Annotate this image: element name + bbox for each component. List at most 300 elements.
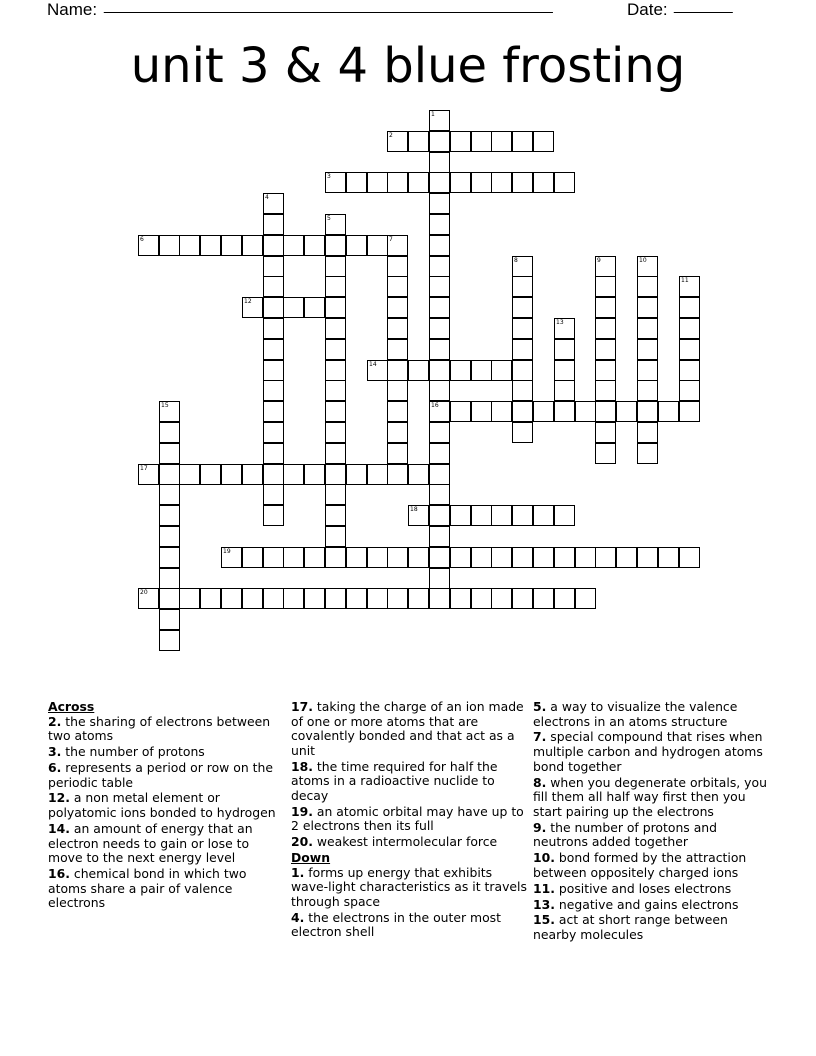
grid-cell[interactable] [325,297,346,318]
grid-cell[interactable] [304,235,325,256]
grid-cell[interactable] [450,172,471,193]
grid-cell[interactable] [554,318,575,339]
grid-cell[interactable] [387,131,408,152]
grid-cell[interactable] [263,547,284,568]
name-label: Name: [47,0,98,19]
grid-cell[interactable] [429,547,450,568]
grid-cell[interactable] [325,464,346,485]
grid-cell[interactable] [138,464,159,485]
grid-cell[interactable] [159,505,180,526]
grid-cell[interactable] [159,526,180,547]
grid-cell[interactable] [512,401,533,422]
grid-cell[interactable] [325,235,346,256]
grid-cell[interactable] [491,505,512,526]
grid-cell[interactable] [554,505,575,526]
grid-cell[interactable] [554,547,575,568]
grid-cell[interactable] [159,588,180,609]
grid-cell[interactable] [679,360,700,381]
grid-cell[interactable] [679,297,700,318]
grid-cell[interactable] [408,588,429,609]
grid-cell[interactable] [616,401,637,422]
grid-cell[interactable] [533,401,554,422]
grid-cell[interactable] [533,588,554,609]
clue-number-label: 20. [291,834,313,850]
grid-cell[interactable] [263,464,284,485]
clue-text: bond formed by the attraction between oppositely charged ions [533,850,747,880]
grid-cell[interactable] [512,360,533,381]
clue-number-label: 7. [533,729,547,745]
grid-cell[interactable] [304,588,325,609]
grid-cell[interactable] [554,401,575,422]
grid-cell[interactable] [679,547,700,568]
clue-text: positive and loses electrons [554,880,732,896]
grid-cell[interactable] [491,360,512,381]
grid-cell[interactable] [637,401,658,422]
clue-number-label: 10. [533,850,555,866]
grid-cell[interactable] [637,297,658,318]
grid-cell[interactable] [491,131,512,152]
grid-cell[interactable] [325,360,346,381]
grid-cell[interactable] [637,443,658,464]
clue-number-label: 19. [291,803,313,819]
grid-cell[interactable] [200,464,221,485]
grid-cell[interactable] [346,547,367,568]
clue-number: 18 [410,506,418,513]
clue-text: an atomic orbital may have up to 2 electrons then its full [291,803,524,834]
clue-number: 16 [431,402,439,409]
grid-cell[interactable] [263,588,284,609]
grid-cell[interactable] [554,172,575,193]
grid-cell[interactable] [263,339,284,360]
grid-cell[interactable] [450,547,471,568]
grid-cell[interactable] [325,422,346,443]
across-clue [48,867,280,911]
down-clue [533,882,773,897]
grid-cell[interactable] [429,443,450,464]
grid-cell[interactable] [304,297,325,318]
clue-number-label: 3. [48,744,62,760]
clue-number-label: 16. [48,866,70,882]
date-line[interactable]: _______ [674,0,733,14]
clue-number-label: 13. [533,896,555,912]
clue-number-label: 5. [533,699,547,714]
grid-cell[interactable] [512,380,533,401]
grid-cell[interactable] [679,276,700,297]
worksheet-header [0,0,816,24]
grid-cell[interactable] [159,422,180,443]
grid-cell[interactable] [325,588,346,609]
grid-cell[interactable] [346,235,367,256]
grid-cell[interactable] [471,172,492,193]
grid-cell[interactable] [429,505,450,526]
grid-cell[interactable] [242,588,263,609]
grid-cell[interactable] [595,401,616,422]
grid-cell[interactable] [533,505,554,526]
date-label: Date: [627,0,668,19]
grid-cell[interactable] [595,380,616,401]
grid-cell[interactable] [429,360,450,381]
grid-cell[interactable] [242,235,263,256]
grid-cell[interactable] [263,256,284,277]
grid-cell[interactable] [679,318,700,339]
grid-cell[interactable] [512,131,533,152]
clue-number: 9 [597,257,601,264]
grid-cell[interactable] [325,484,346,505]
across-clue [48,791,280,820]
grid-cell[interactable] [595,547,616,568]
across-clue [48,761,280,790]
grid-cell[interactable] [325,318,346,339]
grid-cell[interactable] [491,588,512,609]
grid-cell[interactable] [595,360,616,381]
grid-cell[interactable] [221,588,242,609]
grid-cell[interactable] [429,131,450,152]
grid-cell[interactable] [325,172,346,193]
grid-cell[interactable] [429,380,450,401]
clue-column-2 [291,700,527,941]
down-clue [291,911,527,940]
grid-cell[interactable] [512,256,533,277]
grid-cell[interactable] [429,172,450,193]
grid-cell[interactable] [346,172,367,193]
across-column-1 [48,700,280,912]
grid-cell[interactable] [387,380,408,401]
grid-cell[interactable] [450,401,471,422]
clue-text: the electrons in the outer most electron shell [291,909,501,940]
grid-cell[interactable] [471,360,492,381]
grid-cell[interactable] [408,547,429,568]
grid-cell[interactable] [512,339,533,360]
down-clue-list-continued [533,700,773,943]
clue-number: 13 [556,319,564,326]
grid-cell[interactable] [263,484,284,505]
grid-cell[interactable] [283,588,304,609]
grid-cell[interactable] [658,547,679,568]
grid-cell[interactable] [283,547,304,568]
grid-cell[interactable] [387,172,408,193]
puzzle-title: unit 3 & 4 blue frosting [130,38,686,94]
grid-cell[interactable] [512,297,533,318]
grid-cell[interactable] [491,172,512,193]
grid-cell[interactable] [408,172,429,193]
grid-cell[interactable] [325,401,346,422]
grid-cell[interactable] [304,547,325,568]
grid-cell[interactable] [512,588,533,609]
grid-cell[interactable] [159,484,180,505]
grid-cell[interactable] [575,547,596,568]
grid-cell[interactable] [221,235,242,256]
across-clue [48,822,280,866]
grid-cell[interactable] [429,193,450,214]
grid-cell[interactable] [637,360,658,381]
grid-cell[interactable] [512,547,533,568]
grid-cell[interactable] [471,505,492,526]
clue-number-label: 2. [48,713,62,729]
clue-number-label: 11. [533,880,555,896]
clue-text: chemical bond in which two atoms share a pair of valence electrons [48,866,247,911]
clue-text: the time required for half the atoms in a radioactive nuclide to decay [291,758,498,803]
clue-number: 6 [140,236,144,243]
grid-cell[interactable] [179,588,200,609]
clue-number: 14 [369,361,377,368]
grid-cell[interactable] [637,422,658,443]
grid-cell[interactable] [595,297,616,318]
grid-cell[interactable] [325,380,346,401]
down-heading: Down [291,850,331,866]
grid-cell[interactable] [367,172,388,193]
grid-cell[interactable] [533,131,554,152]
across-clue [291,805,527,834]
clue-number: 1 [431,111,435,118]
grid-cell[interactable] [387,235,408,256]
grid-cell[interactable] [387,339,408,360]
across-clue-list [48,715,280,911]
grid-cell[interactable] [263,235,284,256]
name-line[interactable]: ______________________________________________________ [104,0,553,14]
grid-cell[interactable] [263,318,284,339]
grid-cell[interactable] [512,318,533,339]
clue-number: 4 [265,194,269,201]
grid-cell[interactable] [242,464,263,485]
grid-cell[interactable] [387,276,408,297]
grid-cell[interactable] [595,422,616,443]
clue-text: the number of protons and neutrons added together [533,819,717,850]
clue-text: a way to visualize the valence electrons in an atoms structure [533,699,738,729]
grid-cell[interactable] [429,588,450,609]
across-heading: Across [48,699,95,714]
grid-cell[interactable] [637,547,658,568]
grid-cell[interactable] [138,588,159,609]
down-clue [533,913,773,942]
grid-cell[interactable] [679,401,700,422]
grid-cell[interactable] [595,276,616,297]
grid-cell[interactable] [616,547,637,568]
grid-cell[interactable] [200,235,221,256]
grid-cell[interactable] [367,464,388,485]
down-clue [533,821,773,850]
clue-number-label: 1. [291,864,305,880]
clue-number: 12 [244,298,252,305]
grid-cell[interactable] [429,297,450,318]
grid-cell[interactable] [471,131,492,152]
clue-text: act at short range between nearby molecules [533,912,728,942]
grid-cell[interactable] [554,339,575,360]
grid-cell[interactable] [450,360,471,381]
grid-cell[interactable] [637,276,658,297]
grid-cell[interactable] [387,318,408,339]
grid-cell[interactable] [325,526,346,547]
grid-cell[interactable] [263,380,284,401]
grid-cell[interactable] [450,131,471,152]
grid-cell[interactable] [429,526,450,547]
grid-cell[interactable] [595,256,616,277]
clue-number-label: 17. [291,699,313,714]
down-clue [533,730,773,774]
grid-cell[interactable] [325,256,346,277]
grid-cell[interactable] [533,547,554,568]
clue-number-label: 15. [533,912,555,928]
grid-cell[interactable] [283,297,304,318]
grid-cell[interactable] [159,443,180,464]
grid-cell[interactable] [429,464,450,485]
across-clue [48,715,280,744]
clue-number: 10 [639,257,647,264]
grid-cell[interactable] [450,588,471,609]
grid-cell[interactable] [658,401,679,422]
down-clue [533,851,773,880]
grid-cell[interactable] [575,588,596,609]
grid-cell[interactable] [325,505,346,526]
grid-cell[interactable] [221,547,242,568]
grid-cell[interactable] [325,443,346,464]
grid-cell[interactable] [408,360,429,381]
grid-cell[interactable] [408,464,429,485]
grid-cell[interactable] [679,339,700,360]
clue-number: 3 [327,173,331,180]
grid-cell[interactable] [387,360,408,381]
grid-cell[interactable] [429,235,450,256]
grid-cell[interactable] [325,547,346,568]
grid-cell[interactable] [263,276,284,297]
grid-cell[interactable] [159,568,180,589]
grid-cell[interactable] [429,256,450,277]
grid-cell[interactable] [637,380,658,401]
clue-number-label: 9. [533,819,547,835]
grid-cell[interactable] [554,380,575,401]
grid-cell[interactable] [512,422,533,443]
clue-text: when you degenerate orbitals, you fill them all half way first then you start pairing up the electrons [533,774,767,819]
grid-cell[interactable] [595,318,616,339]
grid-cell[interactable] [429,276,450,297]
grid-cell[interactable] [325,214,346,235]
grid-cell[interactable] [179,235,200,256]
grid-cell[interactable] [429,484,450,505]
grid-cell[interactable] [387,443,408,464]
grid-cell[interactable] [637,256,658,277]
grid-cell[interactable] [575,401,596,422]
clue-number: 17 [140,465,148,472]
down-clue [291,866,527,910]
grid-cell[interactable] [533,172,554,193]
grid-cell[interactable] [471,401,492,422]
grid-cell[interactable] [491,547,512,568]
clue-text: weakest intermolecular force [312,834,498,850]
clue-text: represents a period or row on the periodic table [48,759,273,790]
clue-text: the number of protons [61,744,205,760]
grid-cell[interactable] [429,401,450,422]
grid-cell[interactable] [159,547,180,568]
grid-cell[interactable] [387,422,408,443]
grid-cell[interactable] [159,464,180,485]
grid-cell[interactable] [367,235,388,256]
grid-cell[interactable] [512,276,533,297]
clue-number-label: 18. [291,758,313,774]
grid-cell[interactable] [512,505,533,526]
grid-cell[interactable] [471,588,492,609]
grid-cell[interactable] [263,297,284,318]
clue-text: an amount of energy that an electron needs to gain or lose to move to the next energy level [48,820,253,866]
grid-cell[interactable] [159,609,180,630]
grid-cell[interactable] [283,235,304,256]
grid-cell[interactable] [159,630,180,651]
grid-cell[interactable] [595,339,616,360]
grid-cell[interactable] [200,588,221,609]
grid-cell[interactable] [263,505,284,526]
grid-cell[interactable] [408,505,429,526]
grid-cell[interactable] [159,235,180,256]
grid-cell[interactable] [387,464,408,485]
grid-cell[interactable] [387,547,408,568]
grid-cell[interactable] [387,588,408,609]
grid-cell[interactable] [512,172,533,193]
grid-cell[interactable] [595,443,616,464]
grid-cell[interactable] [346,464,367,485]
grid-cell[interactable] [679,380,700,401]
clue-number-label: 6. [48,759,62,775]
grid-cell[interactable] [450,505,471,526]
grid-cell[interactable] [263,443,284,464]
grid-cell[interactable] [387,297,408,318]
clue-number: 2 [389,132,393,139]
grid-cell[interactable] [471,547,492,568]
grid-cell[interactable] [637,318,658,339]
grid-cell[interactable] [491,401,512,422]
grid-cell[interactable] [325,276,346,297]
across-clue [291,835,527,850]
down-clue-list [291,866,527,940]
grid-cell[interactable] [304,464,325,485]
clue-text: taking the charge of an ion made of one or more atoms that are covalently bonded and that act as a unit [291,699,524,758]
grid-cell[interactable] [387,401,408,422]
clue-number: 11 [681,277,689,284]
grid-cell[interactable] [429,339,450,360]
grid-cell[interactable] [263,214,284,235]
across-clue [291,700,527,758]
grid-cell[interactable] [263,401,284,422]
grid-cell[interactable] [429,568,450,589]
clue-number: 8 [514,257,518,264]
grid-cell[interactable] [367,588,388,609]
grid-cell[interactable] [429,214,450,235]
grid-cell[interactable] [179,464,200,485]
grid-cell[interactable] [263,360,284,381]
grid-cell[interactable] [263,193,284,214]
grid-cell[interactable] [263,422,284,443]
grid-cell[interactable] [325,339,346,360]
grid-cell[interactable] [408,131,429,152]
grid-cell[interactable] [138,235,159,256]
clue-number-label: 4. [291,909,305,925]
grid-cell[interactable] [367,360,388,381]
across-clue [48,745,280,760]
down-clue [533,700,773,729]
grid-cell[interactable] [637,339,658,360]
grid-cell[interactable] [159,401,180,422]
grid-cell[interactable] [346,588,367,609]
grid-cell[interactable] [242,547,263,568]
grid-cell[interactable] [429,422,450,443]
grid-cell[interactable] [387,256,408,277]
grid-cell[interactable] [554,360,575,381]
grid-cell[interactable] [221,464,242,485]
grid-cell[interactable] [367,547,388,568]
grid-cell[interactable] [429,152,450,173]
grid-cell[interactable] [429,318,450,339]
grid-cell[interactable] [242,297,263,318]
grid-cell[interactable] [554,588,575,609]
grid-cell[interactable] [283,464,304,485]
grid-cell[interactable] [429,110,450,131]
